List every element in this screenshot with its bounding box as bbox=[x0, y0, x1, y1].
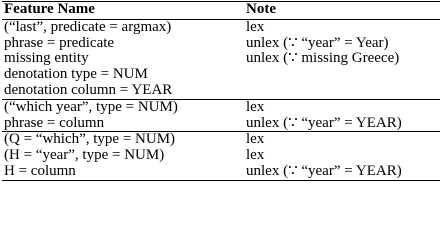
table-row bbox=[2, 51, 440, 67]
feature-text: denotation type = NUM bbox=[4, 66, 148, 83]
feature-text: H = column bbox=[4, 162, 76, 179]
feature-text: denotation column = YEAR bbox=[4, 81, 173, 98]
feature-text: (Q = “which”, type = NUM) bbox=[4, 131, 176, 148]
table-header-row bbox=[2, 2, 440, 20]
table-row bbox=[2, 164, 440, 180]
table-row bbox=[2, 99, 440, 115]
header-feature-name: Feature Name bbox=[2, 2, 244, 20]
feature-cell bbox=[2, 116, 244, 132]
feature-cell bbox=[2, 148, 244, 164]
table-row bbox=[2, 116, 440, 132]
feature-text: missing entity bbox=[4, 50, 89, 67]
feature-cell bbox=[2, 132, 244, 148]
feature-text: (H = “year”, type = NUM) bbox=[4, 147, 165, 164]
feature-table bbox=[2, 1, 440, 181]
note-cell: unlex (∵ “year” = YEAR) bbox=[244, 164, 440, 180]
note-cell bbox=[244, 67, 440, 99]
feature-text: phrase = predicate bbox=[4, 34, 115, 51]
feature-cell bbox=[2, 164, 244, 180]
table-row bbox=[2, 148, 440, 164]
note-cell: unlex (∵ “year” = YEAR) bbox=[246, 114, 402, 131]
note-cell: unlex (∵ “year” = Year) bbox=[246, 34, 389, 51]
header-note: Note bbox=[244, 2, 440, 20]
table-row bbox=[2, 19, 440, 35]
feature-text: (“last”, predicate = argmax) bbox=[4, 18, 172, 35]
feature-cell bbox=[2, 51, 244, 67]
note-cell: lex bbox=[244, 99, 440, 115]
note-cell: lex bbox=[246, 18, 265, 35]
table-row bbox=[2, 67, 440, 99]
table-body bbox=[2, 19, 440, 180]
note-cell: unlex (∵ missing Greece) bbox=[246, 50, 400, 67]
table-row bbox=[2, 36, 440, 52]
note-cell: lex bbox=[244, 132, 440, 148]
feature-cell bbox=[2, 67, 244, 99]
feature-cell bbox=[2, 36, 244, 52]
note-cell: lex bbox=[246, 147, 265, 164]
feature-cell bbox=[2, 19, 244, 35]
table-row bbox=[2, 132, 440, 148]
feature-cell bbox=[2, 99, 244, 115]
feature-text: phrase = column bbox=[4, 114, 105, 131]
feature-text: (“which year”, type = NUM) bbox=[4, 98, 178, 115]
